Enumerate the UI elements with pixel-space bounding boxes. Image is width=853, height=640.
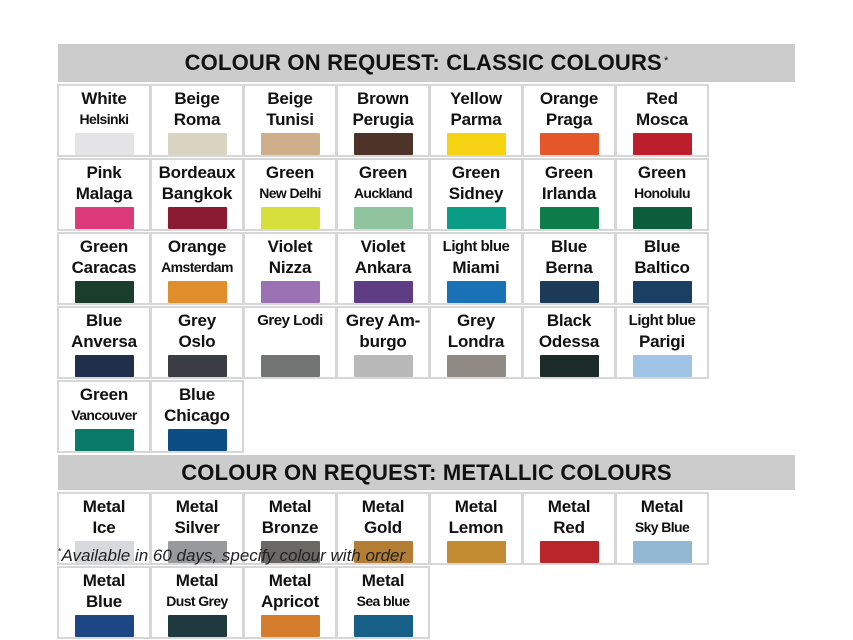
colour-swatch [261, 281, 320, 303]
colour-swatch [633, 133, 692, 155]
colour-name-line2: Oslo [178, 332, 216, 351]
colour-swatch-card [338, 234, 428, 303]
colour-swatch [75, 133, 134, 155]
colour-swatch [261, 133, 320, 155]
colour-name-line1: Blue [85, 311, 123, 330]
colour-name-line1: Metal [82, 571, 126, 590]
colour-swatch-card [431, 234, 521, 303]
colour-swatch-card [338, 86, 428, 155]
colour-swatch [75, 615, 134, 637]
colour-name-line1: Grey [178, 311, 216, 330]
colour-name-line2: Parigi [638, 332, 686, 351]
colour-name-line1: Metal [361, 497, 405, 516]
colour-name-line1: Green [265, 163, 315, 182]
colour-name-line1: Metal [547, 497, 591, 516]
colour-swatch [168, 207, 227, 229]
colour-swatch [447, 541, 506, 563]
colour-swatch-card [59, 160, 149, 229]
colour-swatch [168, 429, 227, 451]
colour-swatch-card [152, 568, 242, 637]
colour-name-line2: Ice [92, 518, 116, 537]
colour-swatch-card [338, 568, 428, 637]
colour-name-line1: Black [546, 311, 592, 330]
colour-swatch-card [59, 568, 149, 637]
colour-name-line1: Metal [361, 571, 405, 590]
colour-name-line1: Bordeaux [158, 163, 236, 182]
colour-name-line1: Blue [643, 237, 681, 256]
colour-name-line2: Caracas [71, 258, 137, 277]
colour-name-line1: Violet [360, 237, 406, 256]
colour-name-line1: Green [79, 385, 129, 404]
colour-name-line2: Honolulu [634, 185, 690, 201]
colour-name-line2: Blue [85, 592, 123, 611]
colour-swatch [354, 133, 413, 155]
classic-colours-title: COLOUR ON REQUEST: CLASSIC COLOURS [184, 50, 662, 75]
classic-colours-header [58, 44, 795, 82]
colour-name-line2: Helsinki [79, 111, 129, 127]
colour-swatch [168, 133, 227, 155]
colour-swatch-card [59, 382, 149, 451]
colour-name-line1: Light blue [628, 312, 696, 329]
colour-swatch-card [338, 308, 428, 377]
colour-name-line1: Blue [550, 237, 588, 256]
colour-name-line2: Vancouver [71, 407, 137, 423]
colour-name-line1: Light blue [442, 238, 510, 255]
colour-name-line2 [288, 331, 293, 352]
colour-swatch [633, 541, 692, 563]
colour-swatch [168, 281, 227, 303]
colour-swatch-card [431, 160, 521, 229]
colour-name-line1: Grey Am- [345, 311, 421, 330]
colour-swatch-card [245, 568, 335, 637]
colour-swatch [540, 541, 599, 563]
colour-name-line2: Tunisi [266, 110, 314, 129]
colour-swatch [261, 207, 320, 229]
colour-swatch [75, 429, 134, 451]
colour-swatch [447, 355, 506, 377]
colour-name-line1: Grey Lodi [257, 312, 323, 329]
colour-name-line2: Parma [450, 110, 502, 129]
colour-swatch [540, 207, 599, 229]
colour-name-line2: New Delhi [259, 185, 321, 201]
colour-name-line2: Baltico [634, 258, 690, 277]
footnote-mark: * [58, 546, 62, 557]
colour-swatch [75, 355, 134, 377]
colour-swatch-card [59, 234, 149, 303]
colour-swatch [354, 207, 413, 229]
colour-name-line1: Pink [86, 163, 122, 182]
footnote-text: Available in 60 days, specify colour with order [61, 546, 406, 565]
colour-name-line1: Orange [539, 89, 599, 108]
colour-name-line2: Sidney [448, 184, 504, 203]
colour-swatch-card [152, 160, 242, 229]
colour-swatch [168, 355, 227, 377]
colour-name-line2: Silver [174, 518, 220, 537]
colour-swatch-card [524, 308, 614, 377]
colour-swatch-card [152, 308, 242, 377]
colour-swatch-card [431, 308, 521, 377]
colour-name-line2: Dust Grey [166, 593, 228, 609]
colour-name-line2: Red [553, 518, 585, 537]
footnote [58, 546, 405, 566]
colour-name-line2: Berna [545, 258, 593, 277]
colour-name-line2: Gold [364, 518, 402, 537]
colour-name-line2: Miami [452, 258, 500, 277]
colour-name-line2: Sea blue [356, 593, 410, 609]
colour-name-line2: Odessa [538, 332, 600, 351]
colour-name-line1: Red [646, 89, 678, 108]
colour-name-line2: Londra [447, 332, 505, 351]
colour-name-line1: Metal [640, 497, 684, 516]
colour-swatch [261, 355, 320, 377]
colour-swatch-card [617, 160, 707, 229]
colour-swatch-card [245, 86, 335, 155]
colour-name-line1: Beige [174, 89, 220, 108]
colour-name-line2: Anversa [71, 332, 137, 351]
colour-swatch-card [524, 160, 614, 229]
colour-name-line1: Brown [357, 89, 409, 108]
colour-swatch [75, 207, 134, 229]
colour-swatch-card [152, 86, 242, 155]
colour-swatch-card [524, 86, 614, 155]
colour-name-line1: Green [358, 163, 408, 182]
colour-swatch-card [617, 494, 707, 563]
colour-name-line1: White [81, 89, 127, 108]
colour-name-line2: Praga [545, 110, 593, 129]
colour-swatch-card [617, 86, 707, 155]
colour-name-line2: Apricot [260, 592, 320, 611]
colour-name-line2: Ankara [354, 258, 412, 277]
colour-swatch [447, 207, 506, 229]
colour-swatch [540, 133, 599, 155]
colour-name-line1: Green [79, 237, 129, 256]
colour-name-line1: Grey [457, 311, 495, 330]
classic-footnote-mark: * [663, 55, 669, 67]
colour-swatch-card [152, 382, 242, 451]
colour-name-line1: Metal [175, 571, 219, 590]
colour-name-line2: Lemon [448, 518, 504, 537]
colour-swatch-card [524, 494, 614, 563]
colour-swatch [447, 281, 506, 303]
colour-name-line1: Metal [82, 497, 126, 516]
colour-name-line2: Bangkok [161, 184, 233, 203]
colour-swatch [354, 615, 413, 637]
colour-swatch [261, 615, 320, 637]
colour-swatch-card [245, 234, 335, 303]
colour-name-line1: Metal [268, 571, 312, 590]
colour-name-line1: Metal [175, 497, 219, 516]
colour-name-line2: Auckland [353, 185, 413, 201]
colour-name-line2: Bronze [261, 518, 319, 537]
colour-swatch-card [59, 308, 149, 377]
colour-name-line1: Blue [178, 385, 216, 404]
colour-swatch-card [59, 86, 149, 155]
colour-swatch [633, 355, 692, 377]
classic-colours-grid [58, 84, 795, 453]
colour-name-line2: Chicago [164, 406, 230, 425]
colour-swatch [540, 281, 599, 303]
metallic-colours-title: COLOUR ON REQUEST: METALLIC COLOURS [181, 459, 672, 485]
colour-name-line2: Malaga [75, 184, 133, 203]
colour-name-line1: Green [637, 163, 687, 182]
colour-swatch-card [338, 160, 428, 229]
metallic-colours-header [58, 455, 795, 490]
colour-swatch-card [245, 308, 335, 377]
colour-swatch [447, 133, 506, 155]
colour-swatch [540, 355, 599, 377]
colour-name-line2: Nizza [268, 258, 312, 277]
colour-name-line2: Sky Blue [634, 519, 690, 535]
colour-name-line2: Perugia [352, 110, 414, 129]
colour-name-line2: Irlanda [541, 184, 597, 203]
colour-swatch [633, 207, 692, 229]
colour-swatch-card [431, 494, 521, 563]
colour-name-line2: burgo [359, 332, 407, 351]
colour-swatch [354, 355, 413, 377]
colour-swatch-card [617, 308, 707, 377]
colour-name-line1: Metal [454, 497, 498, 516]
colour-swatch [354, 281, 413, 303]
colour-name-line2: Amsterdam [161, 259, 233, 275]
colour-swatch [633, 281, 692, 303]
colour-name-line1: Green [451, 163, 501, 182]
colour-swatch-card [617, 234, 707, 303]
colour-name-line1: Beige [267, 89, 313, 108]
colour-swatch-card [431, 86, 521, 155]
colour-swatch-card [245, 160, 335, 229]
colour-name-line1: Green [544, 163, 594, 182]
colour-name-line2: Mosca [636, 110, 688, 129]
colour-swatch-card [524, 234, 614, 303]
colour-swatch-card [152, 234, 242, 303]
colour-name-line1: Orange [167, 237, 227, 256]
colour-name-line2: Roma [173, 110, 221, 129]
colour-swatch [75, 281, 134, 303]
colour-swatch [168, 615, 227, 637]
colour-name-line1: Yellow [450, 89, 502, 108]
colour-name-line1: Metal [268, 497, 312, 516]
colour-name-line1: Violet [267, 237, 313, 256]
